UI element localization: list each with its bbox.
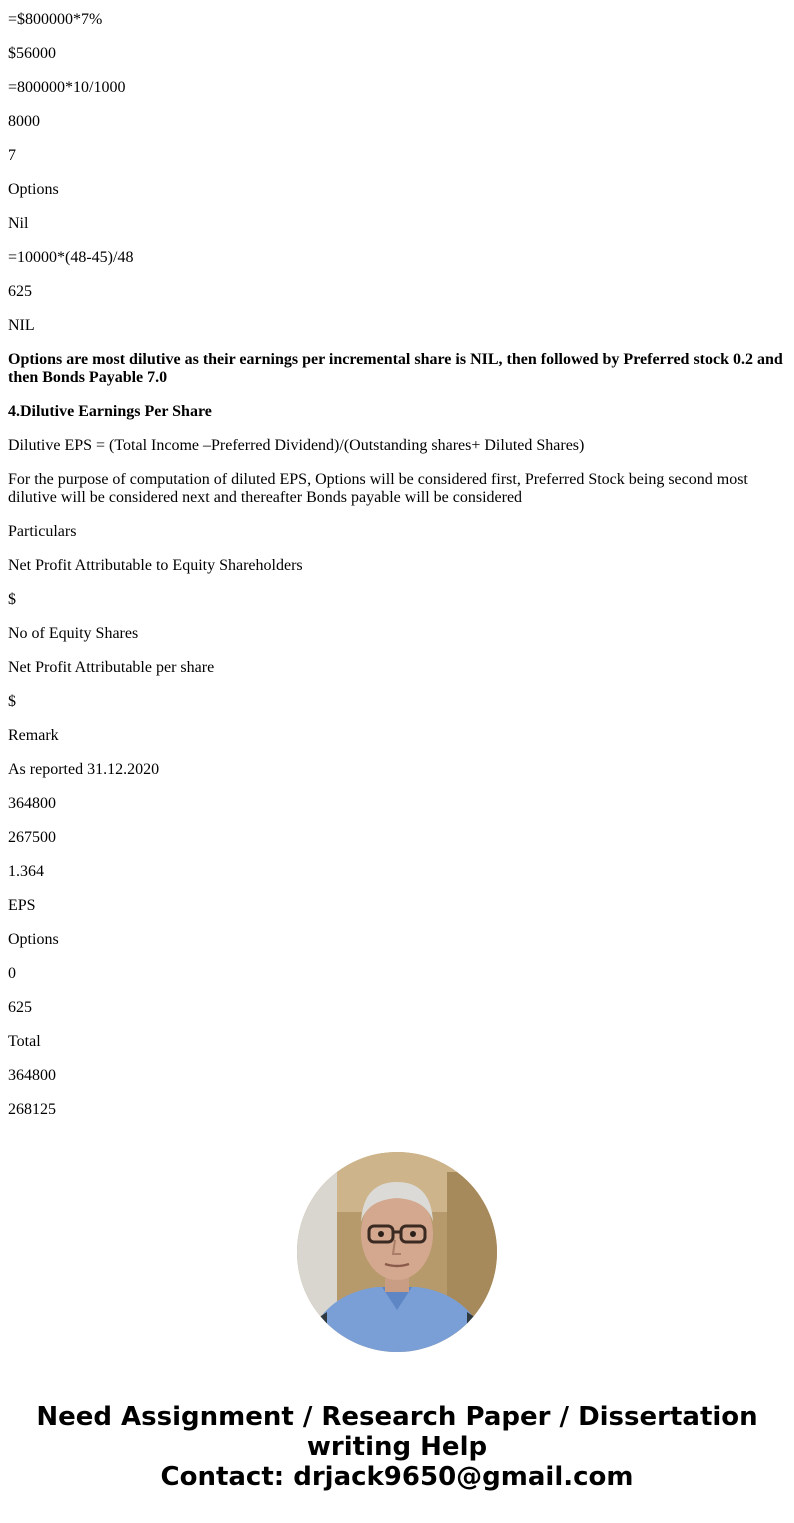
paragraph: For the purpose of computation of diluted EPS, Options will be considered first, Preferred Stock being second most dilutive will be considered next and thereafter Bonds payable will be considered [8, 471, 748, 506]
paragraph: Options [8, 181, 59, 198]
dilution-summary: Options are most dilutive as their earnings per incremental share is NIL, then followed by Preferred stock 0.2 and then Bonds Payable 7.0 [8, 351, 783, 386]
paragraph: Nil [8, 215, 29, 232]
promo-text [0, 1402, 794, 1492]
table-cell: 364800 [8, 795, 56, 812]
table-cell: 268125 [8, 1101, 56, 1118]
contact-email[interactable]: Contact: drjack9650@gmail.com [160, 1462, 634, 1492]
table-header: Particulars [8, 523, 77, 540]
table-cell: 364800 [8, 1067, 56, 1084]
paragraph: NIL [8, 317, 35, 334]
table-header: Net Profit Attributable to Equity Shareholders [8, 557, 303, 574]
table-cell: Options [8, 931, 59, 948]
promo-line-1: Need Assignment / Research Paper / Dissertation [36, 1402, 758, 1432]
document-content [8, 11, 786, 1119]
section-heading: 4.Dilutive Earnings Per Share [8, 403, 212, 420]
formula: Dilutive EPS = (Total Income –Preferred Dividend)/(Outstanding shares+ Diluted Shares) [8, 437, 585, 454]
table-header: No of Equity Shares [8, 625, 139, 642]
table-header: $ [8, 591, 16, 608]
table-header: Remark [8, 727, 59, 744]
table-header: Net Profit Attributable per share [8, 659, 215, 676]
table-cell: EPS [8, 897, 36, 914]
table-header: $ [8, 693, 16, 710]
table-cell: 1.364 [8, 863, 44, 880]
paragraph: =800000*10/1000 [8, 79, 126, 96]
avatar-portrait [297, 1152, 497, 1352]
table-cell: 625 [8, 999, 32, 1016]
paragraph: $56000 [8, 45, 56, 62]
table-cell: 0 [8, 965, 16, 982]
paragraph: 8000 [8, 113, 40, 130]
paragraph: =10000*(48-45)/48 [8, 249, 134, 266]
paragraph: 625 [8, 283, 32, 300]
table-cell: 267500 [8, 829, 56, 846]
promo-banner [0, 1152, 794, 1492]
author-avatar [297, 1152, 497, 1352]
paragraph: =$800000*7% [8, 11, 103, 28]
table-cell: Total [8, 1033, 41, 1050]
promo-line-2: writing Help [306, 1432, 488, 1462]
paragraph: 7 [8, 147, 16, 164]
table-cell: As reported 31.12.2020 [8, 761, 160, 778]
